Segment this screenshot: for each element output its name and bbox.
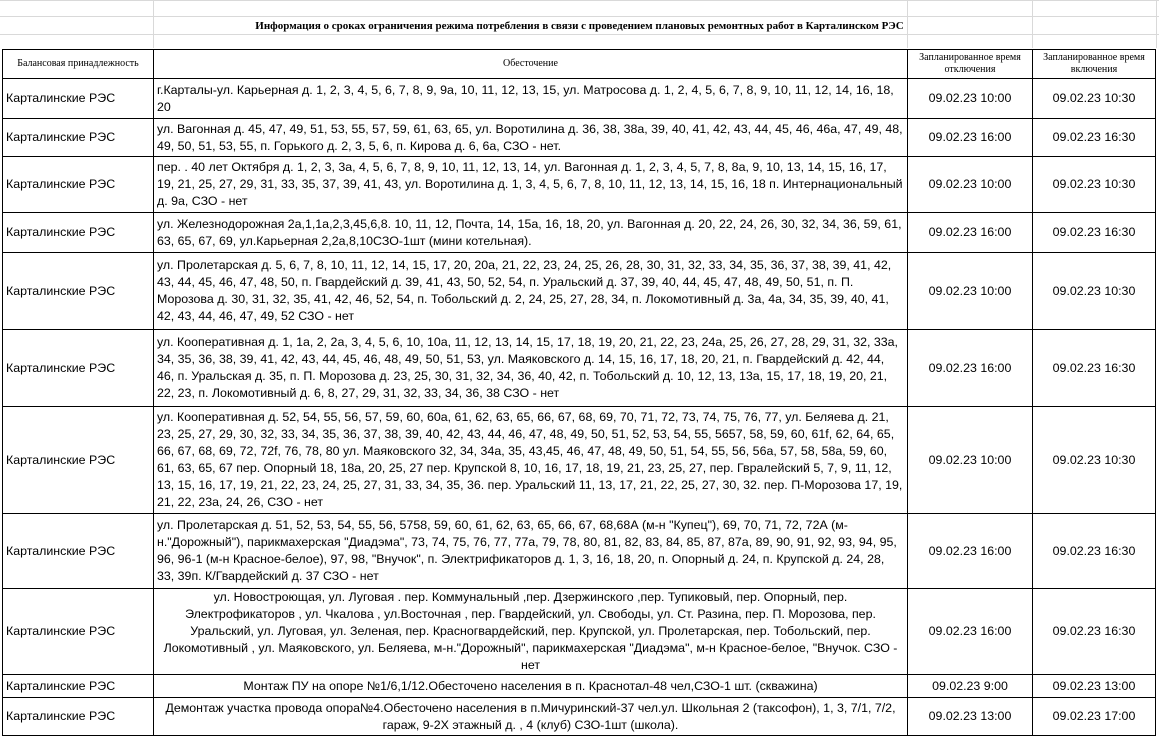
cell-on-time: 09.02.23 10:30	[1033, 157, 1156, 213]
grid-line	[0, 0, 1159, 1]
cell-on-time: 09.02.23 16:30	[1033, 589, 1156, 675]
cell-off-time: 09.02.23 16:00	[908, 514, 1033, 589]
cell-area: Демонтаж участка провода опора№4.Обесточено населения в п.Мичуринский-37 чел.ул. Школьная 2 (таксофон), 1, 3, 7/1, 7/2, гараж, 9-2Х этажный д. , 4 (клуб) СЗО-1шт (школа).	[154, 698, 908, 736]
table-row	[3, 407, 1156, 514]
cell-owner: Карталинские РЭС	[3, 119, 154, 157]
cell-off-time: 09.02.23 16:00	[908, 330, 1033, 407]
cell-area: Монтаж ПУ на опоре №1/6,1/12.Обесточено населения в п. Краснотал-48 чел,СЗО-1 шт. (скважина)	[154, 675, 908, 698]
cell-off-time: 09.02.23 9:00	[908, 675, 1033, 698]
cell-off-time: 09.02.23 10:00	[908, 253, 1033, 330]
header-owner: Балансовая принадлежность	[3, 50, 154, 79]
header-area: Обесточение	[154, 50, 908, 79]
table-row	[3, 79, 1156, 119]
cell-owner: Карталинские РЭС	[3, 407, 154, 514]
cell-owner: Карталинские РЭС	[3, 157, 154, 213]
cell-owner: Карталинские РЭС	[3, 79, 154, 119]
cell-owner: Карталинские РЭС	[3, 213, 154, 253]
cell-on-time: 09.02.23 16:30	[1033, 119, 1156, 157]
table-row	[3, 253, 1156, 330]
cell-off-time: 09.02.23 16:00	[908, 119, 1033, 157]
cell-area: ул. Кооперативная д. 1, 1а, 2, 2а, 3, 4, 5, 6, 10, 10а, 11, 12, 13, 14, 15, 17, 18, 19, 20, 21, 22, 23, 24а, 25, 26, 27, 28, 29, 31, 32, 33а, 34, 35, 36, 38, 39, 41, 42, 43, 44, 45, 46, 48, 49, 50, 51, 53, ул. Маяковского д. 14, 15, 16, 17, 18, 20, 21, п. Гвардейский д. 42, 44, 46, п. Уральская д. 35, п. П. Морозова д. 23, 25, 30, 31, 32, 34, 36, 40, 42, п. Тобольский д. 10, 12, 13, 13а, 15, 17, 18, 19, 20, 21, 22, 23, п. Локомотивный д. 6, 8, 27, 29, 31, 32, 33, 34, 36, 38 СЗО - нет	[154, 330, 908, 407]
cell-area: ул. Пролетарская д. 5, 6, 7, 8, 10, 11, 12, 14, 15, 17, 20, 20а, 21, 22, 23, 24, 25, 26, 28, 30, 31, 32, 33, 34, 35, 36, 37, 38, 39, 41, 42, 43, 44, 45, 46, 47, 48, 50, п. Гвардейский д. 39, 41, 43, 50, 52, 54, п. Уральский д. 37, 39, 40, 44, 45, 47, 48, 49, 50, 51, п. П. Морозова д. 30, 31, 32, 35, 41, 42, 46, 52, 54, п. Тобольский д. 2, 24, 25, 27, 28, 34, п. Локомотивный д. 3а, 4а, 34, 35, 39, 40, 41, 42, 43, 44, 46, 47, 49, 52 СЗО - нет	[154, 253, 908, 330]
table-header-row	[3, 50, 1156, 79]
cell-owner: Карталинские РЭС	[3, 514, 154, 589]
table-row	[3, 330, 1156, 407]
cell-area: ул. Новостроющая, ул. Луговая . пер. Коммунальный ,пер. Дзержинского ,пер. Тупиковый, пер. Опорный, пер. Электрофикаторов , ул. Чкалова , ул.Восточная , пер. Гвардейский, ул. Свободы, ул. Ст. Разина, пер. П. Морозова, пер. Уральский, ул. Луговая, ул. Зеленая, пер. Красногвардейский, пер. Крупской, ул. Пролетарская, пер. Тобольский, пер. Локомотивный , ул. Маяковского, ул. Беляева, м-н."Дорожный", парикмахерская "Диадэма", м-н Красное-белое, "Внучок. СЗО - нет	[154, 589, 908, 675]
grid-line	[0, 16, 1159, 17]
cell-on-time: 09.02.23 10:30	[1033, 79, 1156, 119]
table-row	[3, 675, 1156, 698]
cell-on-time: 09.02.23 10:30	[1033, 407, 1156, 514]
cell-on-time: 09.02.23 10:30	[1033, 253, 1156, 330]
table-row	[3, 514, 1156, 589]
cell-owner: Карталинские РЭС	[3, 698, 154, 736]
cell-off-time: 09.02.23 10:00	[908, 407, 1033, 514]
cell-owner: Карталинские РЭС	[3, 253, 154, 330]
cell-on-time: 09.02.23 17:00	[1033, 698, 1156, 736]
cell-off-time: 09.02.23 10:00	[908, 157, 1033, 213]
cell-off-time: 09.02.23 10:00	[908, 79, 1033, 119]
cell-off-time: 09.02.23 16:00	[908, 213, 1033, 253]
cell-owner: Карталинские РЭС	[3, 675, 154, 698]
cell-area: ул. Вагонная д. 45, 47, 49, 51, 53, 55, 57, 59, 61, 63, 65, ул. Воротилина д. 36, 38, 38а, 39, 40, 41, 42, 43, 44, 45, 46, 46а, 47, 49, 48, 49, 50, 51, 53, 55, п. Горького д. 2, 3, 5, 6, п. Кирова д. 6, 6а, СЗО - нет.	[154, 119, 908, 157]
outage-table	[2, 49, 1156, 736]
header-on-time: Запланированное время включения	[1033, 50, 1156, 79]
cell-off-time: 09.02.23 13:00	[908, 698, 1033, 736]
table-row	[3, 698, 1156, 736]
table-row	[3, 589, 1156, 675]
cell-off-time: 09.02.23 16:00	[908, 589, 1033, 675]
cell-on-time: 09.02.23 16:30	[1033, 514, 1156, 589]
table-row	[3, 157, 1156, 213]
cell-area: ул. Кооперативная д. 52, 54, 55, 56, 57, 59, 60, 60а, 61, 62, 63, 65, 66, 67, 68, 69, 70, 71, 72, 73, 74, 75, 76, 77, ул. Беляева д. 21, 23, 25, 27, 29, 30, 32, 33, 34, 35, 36, 37, 38, 39, 40, 42, 43, 44, 46, 47, 48, 49, 50, 51, 52, 53, 54, 55, 5657, 58, 59, 60, 61f, 62, 64, 65, 66, 67, 68, 69, 72, 72f, 76, 78, 80 ул. Маяковского 32, 34, 34а, 35, 43,45, 46, 47, 48, 49, 50, 51, 54, 55, 56, 56а, 57, 58, 58а, 59, 60, 61, 63, 65, 67 пер. Опорный 18, 18а, 20, 25, 27 пер. Крупской 8, 10, 16, 17, 18, 19, 21, 23, 25, 27, пер. Гвралейский 5, 7, 9, 11, 12, 13, 15, 16, 17, 19, 21, 22, 23, 24, 25, 27, 31, 33, 34, 35, 36. пер. Уральский 11, 13, 17, 21, 22, 25, 27, 30, 32. пер. П-Морозова 17, 19, 21, 22, 23а, 24, 26, СЗО - нет	[154, 407, 908, 514]
cell-area: г.Карталы-ул. Карьерная д. 1, 2, 3, 4, 5, 6, 7, 8, 9, 9а, 10, 11, 12, 13, 15, ул. Матросова д. 1, 2, 4, 5, 6, 7, 8, 9, 10, 11, 12, 14, 16, 18, 20	[154, 79, 908, 119]
cell-on-time: 09.02.23 13:00	[1033, 675, 1156, 698]
header-off-time: Запланированное время отключения	[908, 50, 1033, 79]
cell-on-time: 09.02.23 16:30	[1033, 213, 1156, 253]
cell-owner: Карталинские РЭС	[3, 589, 154, 675]
page-title: Информация о сроках ограничения режима потребления в связи с проведением плановых ремонтных работ в Карталинском РЭС	[255, 20, 904, 32]
table-row	[3, 213, 1156, 253]
cell-area: пер. . 40 лет Октября д. 1, 2, 3, 3а, 4, 5, 6, 7, 8, 9, 10, 11, 12, 13, 14, ул. Вагонная д. 1, 2, 3, 4, 5, 7, 8, 8а, 9, 10, 13, 14, 15, 16, 17, 19, 21, 25, 27, 29, 31, 33, 35, 37, 39, 41, 43, ул. Воротилина д. 1, 3, 4, 5, 6, 7, 8, 10, 11, 12, 13, 14, 15, 16, 18 п. Интернациональный д. 9а, СЗО - нет	[154, 157, 908, 213]
cell-area: ул. Железнодорожная 2а,1,1а,2,3,45,6,8. 10, 11, 12, Почта, 14, 15а, 16, 18, 20, ул. Вагонная д. 20, 22, 24, 26, 30, 32, 34, 36, 59, 61, 63, 65, 67, 69, ул.Карьерная 2,2а,8,10СЗО-1шт (мини котельная).	[154, 213, 908, 253]
cell-on-time: 09.02.23 16:30	[1033, 330, 1156, 407]
table-row	[3, 119, 1156, 157]
grid-line	[0, 34, 1159, 35]
cell-area: ул. Пролетарская д. 51, 52, 53, 54, 55, 56, 5758, 59, 60, 61, 62, 63, 65, 66, 67, 68,68А (м-н "Купец"), 69, 70, 71, 72, 72А (м-н."Дорожный"), парикмахерская "Диадэма", 73, 74, 75, 76, 77, 77а, 79, 78, 80, 81, 82, 83, 84, 85, 87, 87а, 89, 90, 91, 92, 93, 94, 95, 96, 96-1 (м-н Красное-белое), 97, 98, "Внучок", п. Электрификаторов д. 1, 3, 16, 18, 20, п. Опорный д. 24, п. Крупской д. 24, 28, 33, 39п. К/Гвардейский д. 37 СЗО - нет	[154, 514, 908, 589]
cell-owner: Карталинские РЭС	[3, 330, 154, 407]
